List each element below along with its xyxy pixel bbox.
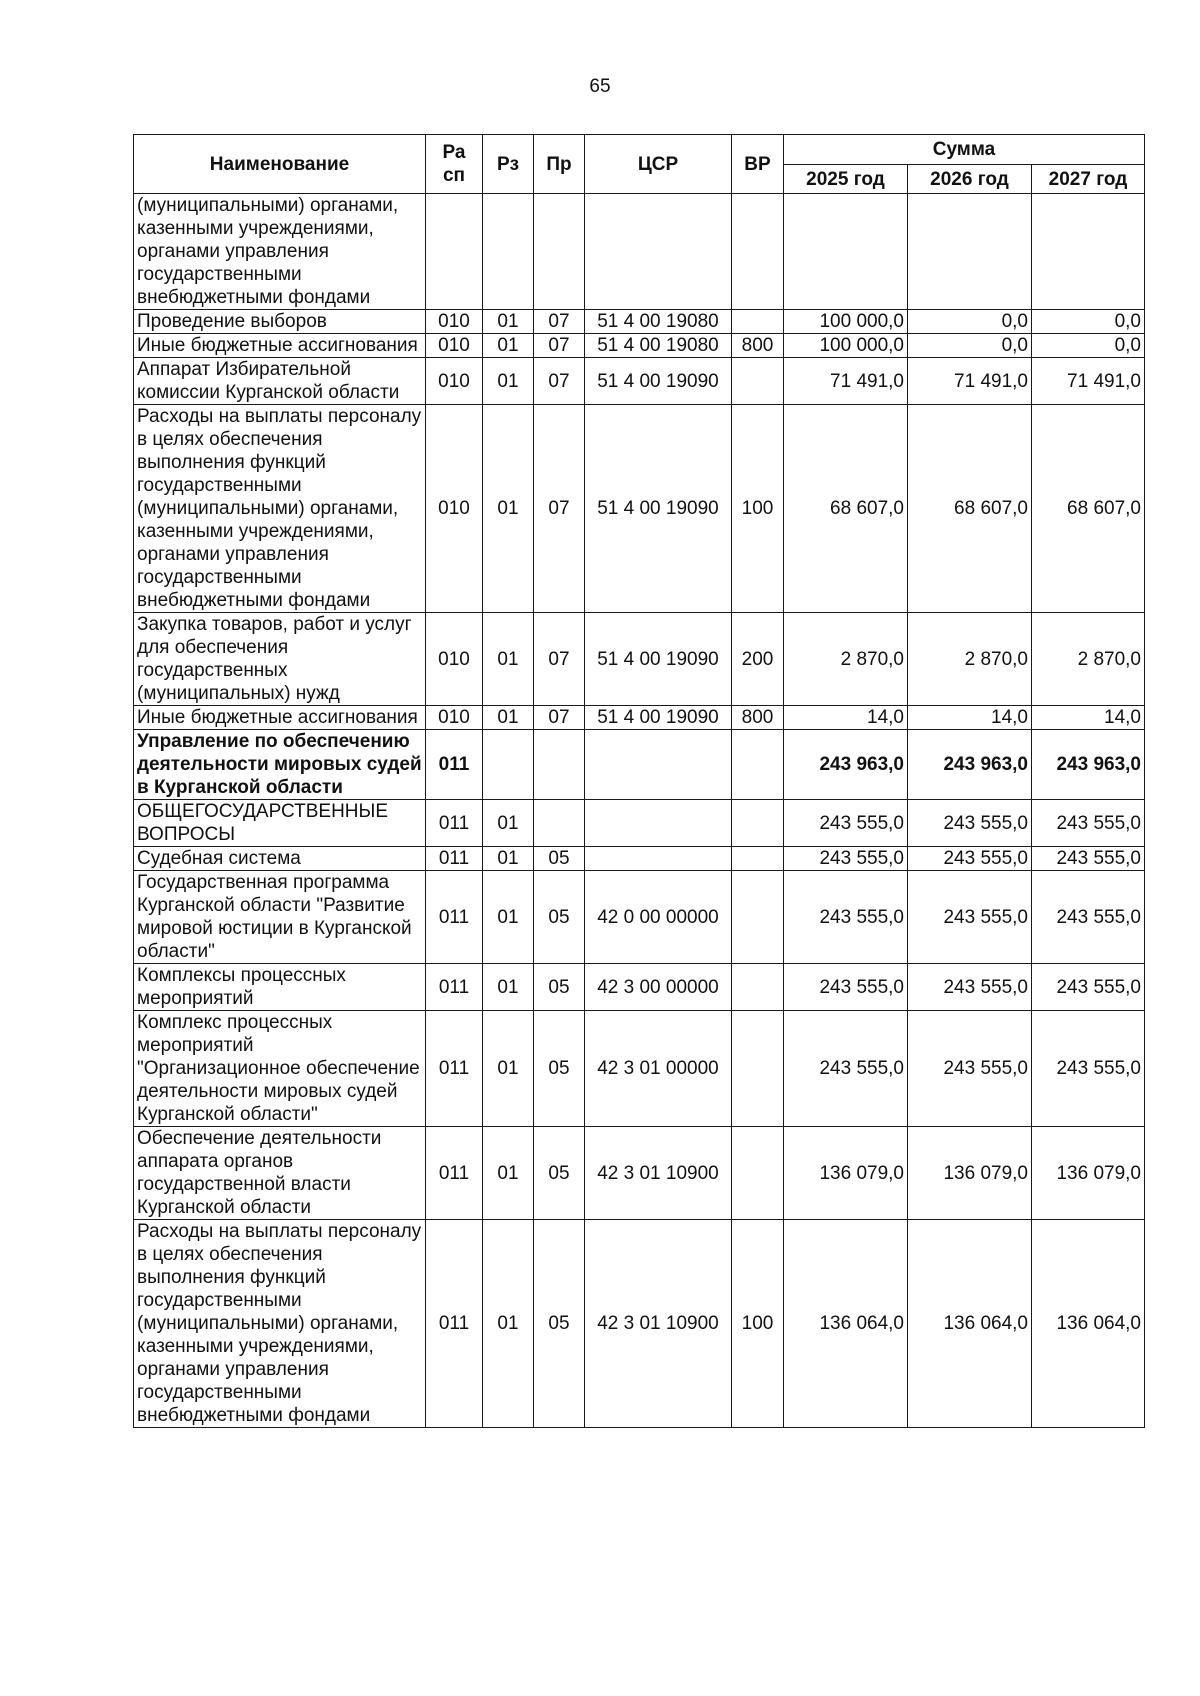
cell-rasp: 010: [426, 358, 483, 405]
cell-name: Расходы на выплаты персоналу в целях обеспечения выполнения функций государственными (муниципальными) органами, казенными учреждениями, органами управления государственными внебюджетными фондами: [134, 1220, 426, 1428]
cell-pr: [534, 800, 585, 847]
cell-rz: 01: [483, 1011, 534, 1127]
cell-vr: [732, 194, 784, 310]
cell-amount-2027: 243 555,0: [1032, 800, 1145, 847]
cell-name: Комплексы процессных мероприятий: [134, 964, 426, 1011]
cell-vr: [732, 358, 784, 405]
cell-vr: [732, 800, 784, 847]
table-row: [134, 706, 1145, 730]
cell-amount-2026: 243 555,0: [908, 1011, 1032, 1127]
cell-name: Закупка товаров, работ и услуг для обеспечения государственных (муниципальных) нужд: [134, 613, 426, 706]
table-row: [134, 1127, 1145, 1220]
cell-csr: 42 3 01 10900: [585, 1220, 732, 1428]
cell-amount-2027: 136 079,0: [1032, 1127, 1145, 1220]
cell-vr: [732, 310, 784, 334]
table-row: [134, 613, 1145, 706]
cell-rz: 01: [483, 1127, 534, 1220]
cell-pr: [534, 194, 585, 310]
cell-rz: 01: [483, 334, 534, 358]
cell-csr: 51 4 00 19090: [585, 405, 732, 613]
table-header: [134, 135, 1145, 194]
cell-name: Управление по обеспечению деятельности мировых судей в Курганской области: [134, 730, 426, 800]
cell-amount-2025: 243 555,0: [784, 1011, 908, 1127]
cell-amount-2027: 0,0: [1032, 310, 1145, 334]
table-row: [134, 310, 1145, 334]
table-row: [134, 1011, 1145, 1127]
cell-amount-2027: 68 607,0: [1032, 405, 1145, 613]
cell-amount-2027: 243 555,0: [1032, 1011, 1145, 1127]
cell-name: Расходы на выплаты персоналу в целях обеспечения выполнения функций государственными (муниципальными) органами, казенными учреждениями, органами управления государственными внебюджетными фондами: [134, 405, 426, 613]
cell-amount-2026: 0,0: [908, 310, 1032, 334]
cell-pr: 05: [534, 871, 585, 964]
cell-amount-2027: 2 870,0: [1032, 613, 1145, 706]
cell-rasp: 010: [426, 405, 483, 613]
header-rasp: Ра сп: [426, 135, 483, 194]
cell-csr: 51 4 00 19080: [585, 310, 732, 334]
table-row: [134, 730, 1145, 800]
cell-vr: [732, 847, 784, 871]
cell-rz: 01: [483, 405, 534, 613]
cell-amount-2027: 71 491,0: [1032, 358, 1145, 405]
cell-name: Иные бюджетные ассигнования: [134, 334, 426, 358]
table-body: [134, 194, 1145, 1428]
cell-rasp: 010: [426, 334, 483, 358]
cell-rasp: 011: [426, 871, 483, 964]
cell-amount-2027: 243 963,0: [1032, 730, 1145, 800]
cell-amount-2025: 243 555,0: [784, 800, 908, 847]
table-row: [134, 1220, 1145, 1428]
cell-amount-2025: [784, 194, 908, 310]
cell-rasp: 011: [426, 964, 483, 1011]
cell-pr: 05: [534, 1220, 585, 1428]
cell-amount-2025: 100 000,0: [784, 310, 908, 334]
cell-amount-2026: 243 555,0: [908, 964, 1032, 1011]
cell-amount-2026: 243 555,0: [908, 871, 1032, 964]
header-summa: Сумма: [784, 135, 1145, 165]
cell-amount-2025: 2 870,0: [784, 613, 908, 706]
cell-rz: 01: [483, 613, 534, 706]
cell-amount-2026: 136 064,0: [908, 1220, 1032, 1428]
cell-rasp: 011: [426, 1220, 483, 1428]
cell-name: Комплекс процессных мероприятий "Организационное обеспечение деятельности мировых судей Курганской области": [134, 1011, 426, 1127]
table-row: [134, 334, 1145, 358]
cell-vr: 100: [732, 405, 784, 613]
cell-pr: 07: [534, 405, 585, 613]
cell-pr: 07: [534, 310, 585, 334]
cell-pr: [534, 730, 585, 800]
cell-amount-2025: 136 064,0: [784, 1220, 908, 1428]
cell-amount-2027: 14,0: [1032, 706, 1145, 730]
cell-csr: 42 3 01 00000: [585, 1011, 732, 1127]
cell-rasp: 010: [426, 310, 483, 334]
cell-vr: 800: [732, 706, 784, 730]
cell-vr: 800: [732, 334, 784, 358]
cell-pr: 05: [534, 1127, 585, 1220]
header-year-2027: 2027 год: [1032, 165, 1145, 194]
cell-amount-2025: 243 555,0: [784, 964, 908, 1011]
table-row: [134, 800, 1145, 847]
cell-amount-2025: 14,0: [784, 706, 908, 730]
cell-name: Проведение выборов: [134, 310, 426, 334]
cell-amount-2026: 136 079,0: [908, 1127, 1032, 1220]
cell-name: Обеспечение деятельности аппарата органов государственной власти Курганской области: [134, 1127, 426, 1220]
cell-rasp: 011: [426, 1127, 483, 1220]
cell-rasp: 010: [426, 706, 483, 730]
cell-rz: 01: [483, 847, 534, 871]
cell-amount-2027: 136 064,0: [1032, 1220, 1145, 1428]
cell-rz: 01: [483, 310, 534, 334]
cell-rz: 01: [483, 358, 534, 405]
table-row: [134, 194, 1145, 310]
cell-amount-2026: [908, 194, 1032, 310]
page-number: 65: [589, 76, 611, 97]
cell-amount-2026: 0,0: [908, 334, 1032, 358]
table-row: [134, 964, 1145, 1011]
cell-amount-2025: 68 607,0: [784, 405, 908, 613]
cell-amount-2025: 243 555,0: [784, 871, 908, 964]
cell-vr: [732, 1011, 784, 1127]
cell-pr: 07: [534, 613, 585, 706]
cell-amount-2026: 68 607,0: [908, 405, 1032, 613]
cell-amount-2027: 0,0: [1032, 334, 1145, 358]
table-row: [134, 871, 1145, 964]
cell-csr: [585, 847, 732, 871]
cell-name: Иные бюджетные ассигнования: [134, 706, 426, 730]
cell-pr: 05: [534, 964, 585, 1011]
table-row: [134, 847, 1145, 871]
cell-pr: 07: [534, 706, 585, 730]
cell-pr: 05: [534, 1011, 585, 1127]
cell-pr: 07: [534, 334, 585, 358]
cell-name: (муниципальными) органами, казенными учреждениями, органами управления государственными внебюджетными фондами: [134, 194, 426, 310]
cell-name: Судебная система: [134, 847, 426, 871]
cell-csr: 51 4 00 19090: [585, 706, 732, 730]
header-pr: Пр: [534, 135, 585, 194]
cell-amount-2027: 243 555,0: [1032, 964, 1145, 1011]
table-row: [134, 405, 1145, 613]
cell-vr: [732, 964, 784, 1011]
cell-amount-2026: 243 963,0: [908, 730, 1032, 800]
cell-rz: 01: [483, 800, 534, 847]
cell-name: Аппарат Избирательной комиссии Курганской области: [134, 358, 426, 405]
cell-rasp: [426, 194, 483, 310]
cell-amount-2026: 243 555,0: [908, 800, 1032, 847]
header-csr: ЦСР: [585, 135, 732, 194]
cell-amount-2026: 14,0: [908, 706, 1032, 730]
header-year-2025: 2025 год: [784, 165, 908, 194]
cell-csr: [585, 800, 732, 847]
cell-amount-2026: 2 870,0: [908, 613, 1032, 706]
cell-vr: [732, 871, 784, 964]
header-name: Наименование: [134, 135, 426, 194]
cell-amount-2025: 243 555,0: [784, 847, 908, 871]
cell-vr: [732, 1127, 784, 1220]
cell-csr: 42 3 01 10900: [585, 1127, 732, 1220]
cell-rasp: 010: [426, 613, 483, 706]
cell-rz: 01: [483, 1220, 534, 1428]
cell-csr: [585, 194, 732, 310]
cell-rz: 01: [483, 706, 534, 730]
cell-rasp: 011: [426, 800, 483, 847]
cell-amount-2026: 243 555,0: [908, 847, 1032, 871]
cell-rasp: 011: [426, 730, 483, 800]
header-rz: Рз: [483, 135, 534, 194]
cell-amount-2025: 243 963,0: [784, 730, 908, 800]
cell-name: Государственная программа Курганской области "Развитие мировой юстиции в Курганской области": [134, 871, 426, 964]
budget-table: [133, 134, 1145, 1428]
table-row: [134, 358, 1145, 405]
cell-amount-2027: 243 555,0: [1032, 871, 1145, 964]
cell-amount-2026: 71 491,0: [908, 358, 1032, 405]
cell-rz: 01: [483, 964, 534, 1011]
cell-rasp: 011: [426, 847, 483, 871]
header-year-2026: 2026 год: [908, 165, 1032, 194]
cell-csr: 42 3 00 00000: [585, 964, 732, 1011]
cell-vr: [732, 730, 784, 800]
cell-rasp: 011: [426, 1011, 483, 1127]
cell-vr: 200: [732, 613, 784, 706]
cell-vr: 100: [732, 1220, 784, 1428]
cell-amount-2025: 136 079,0: [784, 1127, 908, 1220]
cell-csr: 51 4 00 19090: [585, 613, 732, 706]
cell-amount-2025: 100 000,0: [784, 334, 908, 358]
cell-name: ОБЩЕГОСУДАРСТВЕННЫЕ ВОПРОСЫ: [134, 800, 426, 847]
cell-csr: 51 4 00 19080: [585, 334, 732, 358]
cell-rz: [483, 730, 534, 800]
cell-pr: 05: [534, 847, 585, 871]
cell-csr: 51 4 00 19090: [585, 358, 732, 405]
cell-amount-2027: [1032, 194, 1145, 310]
cell-rz: 01: [483, 871, 534, 964]
cell-csr: 42 0 00 00000: [585, 871, 732, 964]
cell-rz: [483, 194, 534, 310]
cell-amount-2025: 71 491,0: [784, 358, 908, 405]
header-vr: ВР: [732, 135, 784, 194]
cell-pr: 07: [534, 358, 585, 405]
cell-amount-2027: 243 555,0: [1032, 847, 1145, 871]
cell-csr: [585, 730, 732, 800]
